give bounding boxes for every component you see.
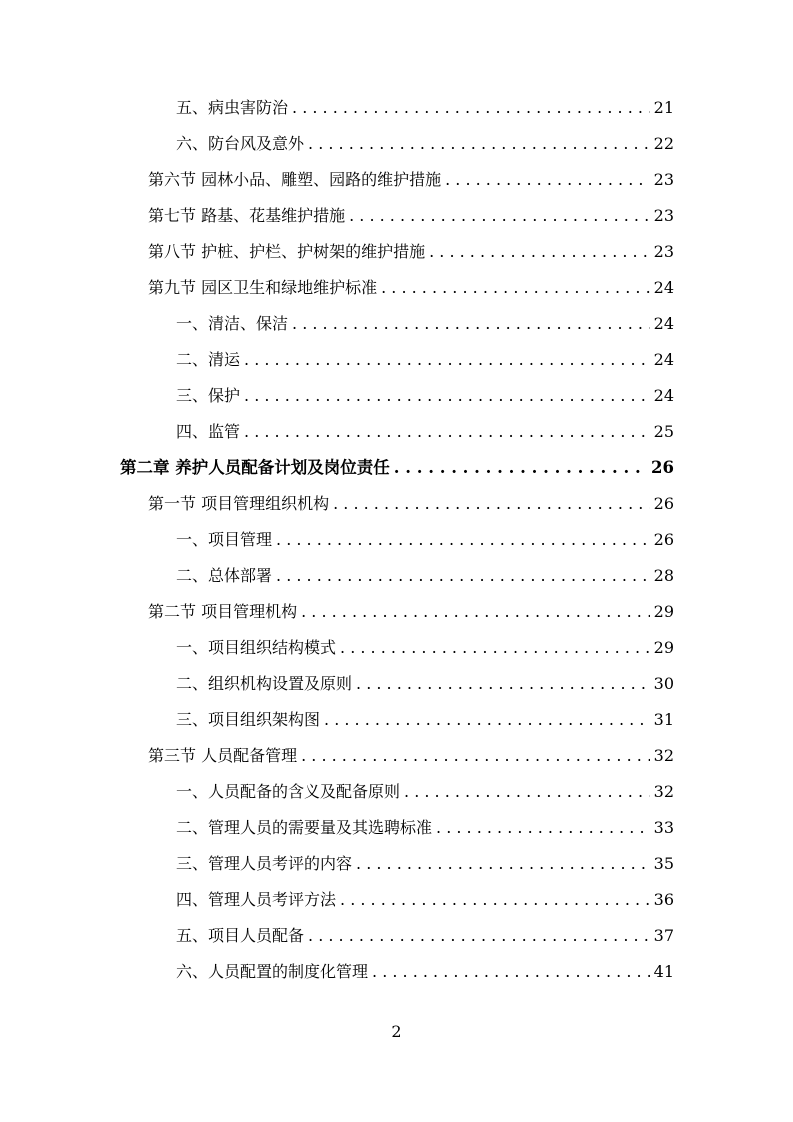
toc-page-number: 24 <box>653 314 674 333</box>
toc-leader-dots <box>436 818 650 838</box>
toc-entry[interactable] <box>176 126 674 162</box>
toc-leader-dots <box>404 782 650 802</box>
toc-page-number: 23 <box>653 170 674 189</box>
toc-entry-label: 二、清运 <box>176 350 241 369</box>
page-footer-number: 2 <box>391 1022 402 1041</box>
toc-leader-dots <box>244 350 650 370</box>
toc-entry[interactable] <box>176 774 674 810</box>
toc-entry-label: 五、项目人员配备 <box>176 926 305 945</box>
toc-entry[interactable] <box>176 918 674 954</box>
toc-entry[interactable] <box>176 702 674 738</box>
toc-entry-label: 四、监管 <box>176 422 241 441</box>
toc-entry-label: 一、人员配备的含义及配备原则 <box>176 782 401 801</box>
toc-page-number: 23 <box>653 242 674 261</box>
toc-entry-label: 第七节 路基、花基维护措施 <box>148 206 346 225</box>
toc-leader-dots <box>340 638 650 658</box>
toc-page-number: 26 <box>653 494 674 513</box>
toc-page-number: 24 <box>653 350 674 369</box>
toc-entry-label: 第二节 项目管理机构 <box>148 602 298 621</box>
toc-page-number: 33 <box>653 818 674 837</box>
toc-page-number: 28 <box>653 566 674 585</box>
toc-entry-label: 三、项目组织架构图 <box>176 710 321 729</box>
toc-entry-label: 第九节 园区卫生和绿地维护标准 <box>148 278 378 297</box>
toc-leader-dots <box>372 962 650 982</box>
toc-leader-dots <box>276 530 650 550</box>
toc-entry-label: 第三节 人员配备管理 <box>148 746 298 765</box>
toc-entry[interactable] <box>148 162 674 198</box>
toc-page-number: 29 <box>653 602 674 621</box>
toc-leader-dots <box>324 710 650 730</box>
toc-entry-label: 二、总体部署 <box>176 566 273 585</box>
toc-leader-dots <box>356 674 650 694</box>
toc-page-number: 24 <box>653 386 674 405</box>
toc-page-number: 31 <box>653 710 674 729</box>
toc-leader-dots <box>301 746 650 766</box>
toc-entry[interactable] <box>176 90 674 126</box>
toc-page-number: 32 <box>653 782 674 801</box>
toc-page-number: 22 <box>653 134 674 153</box>
toc-leader-dots <box>292 314 650 334</box>
toc-entry-label: 一、项目管理 <box>176 530 273 549</box>
toc-page-number: 26 <box>651 458 674 477</box>
toc-entry[interactable] <box>176 882 674 918</box>
toc-entry-label: 四、管理人员考评方法 <box>176 890 337 909</box>
toc-page-number: 36 <box>653 890 674 909</box>
toc-page-number: 37 <box>653 926 674 945</box>
toc-entry[interactable] <box>148 738 674 774</box>
toc-leader-dots <box>333 494 650 514</box>
toc-entry[interactable] <box>148 486 674 522</box>
toc-entry[interactable] <box>176 666 674 702</box>
toc-entry[interactable] <box>176 378 674 414</box>
toc-entry-label: 一、清洁、保洁 <box>176 314 289 333</box>
toc-leader-dots <box>292 98 650 118</box>
toc-entry-label: 六、人员配置的制度化管理 <box>176 962 369 981</box>
toc-page-number: 32 <box>653 746 674 765</box>
toc-leader-dots <box>301 602 650 622</box>
toc-leader-dots <box>308 926 650 946</box>
toc-leader-dots <box>356 854 650 874</box>
toc-leader-dots <box>308 134 650 154</box>
toc-leader-dots <box>244 386 650 406</box>
toc-page-number: 24 <box>653 278 674 297</box>
toc-entry[interactable] <box>176 630 674 666</box>
toc-entry-label: 三、保护 <box>176 386 241 405</box>
toc-leader-dots <box>381 278 650 298</box>
toc-entry[interactable] <box>148 234 674 270</box>
toc-entry[interactable] <box>176 306 674 342</box>
toc-entry[interactable] <box>176 522 674 558</box>
toc-entry[interactable] <box>148 270 674 306</box>
toc-entry[interactable] <box>148 198 674 234</box>
toc-entry-label: 五、病虫害防治 <box>176 98 289 117</box>
toc-page-number: 26 <box>653 530 674 549</box>
toc-leader-dots <box>394 458 647 478</box>
toc-entry-label: 六、防台风及意外 <box>176 134 305 153</box>
toc-page-number: 30 <box>653 674 674 693</box>
toc-page-number: 41 <box>653 962 674 981</box>
toc-leader-dots <box>429 242 650 262</box>
toc-entry-label: 一、项目组织结构模式 <box>176 638 337 657</box>
toc-entry-label: 第八节 护桩、护栏、护树架的维护措施 <box>148 242 426 261</box>
toc-page-number: 21 <box>653 98 674 117</box>
toc-leader-dots <box>349 206 650 226</box>
toc-entry[interactable] <box>176 558 674 594</box>
toc-page-number: 35 <box>653 854 674 873</box>
toc-entry-label: 二、组织机构设置及原则 <box>176 674 353 693</box>
toc-entry[interactable] <box>148 594 674 630</box>
toc-entry[interactable] <box>176 846 674 882</box>
toc-leader-dots <box>445 170 650 190</box>
toc-page-number: 25 <box>653 422 674 441</box>
toc-leader-dots <box>340 890 650 910</box>
toc-leader-dots <box>276 566 650 586</box>
toc-entry-label: 二、管理人员的需要量及其选聘标准 <box>176 818 433 837</box>
toc-entry-label: 三、管理人员考评的内容 <box>176 854 353 873</box>
toc-entry[interactable] <box>176 810 674 846</box>
toc-page-number: 23 <box>653 206 674 225</box>
toc-entry[interactable] <box>176 954 674 990</box>
toc-entry-label: 第二章 养护人员配备计划及岗位责任 <box>120 458 390 477</box>
toc-entry[interactable] <box>176 342 674 378</box>
toc-entry[interactable] <box>176 414 674 450</box>
toc-page-number: 29 <box>653 638 674 657</box>
toc-entry-label: 第一节 项目管理组织机构 <box>148 494 330 513</box>
toc-chapter-entry[interactable] <box>120 450 674 486</box>
toc-leader-dots <box>244 422 650 442</box>
toc-entry-label: 第六节 园林小品、雕塑、园路的维护措施 <box>148 170 442 189</box>
